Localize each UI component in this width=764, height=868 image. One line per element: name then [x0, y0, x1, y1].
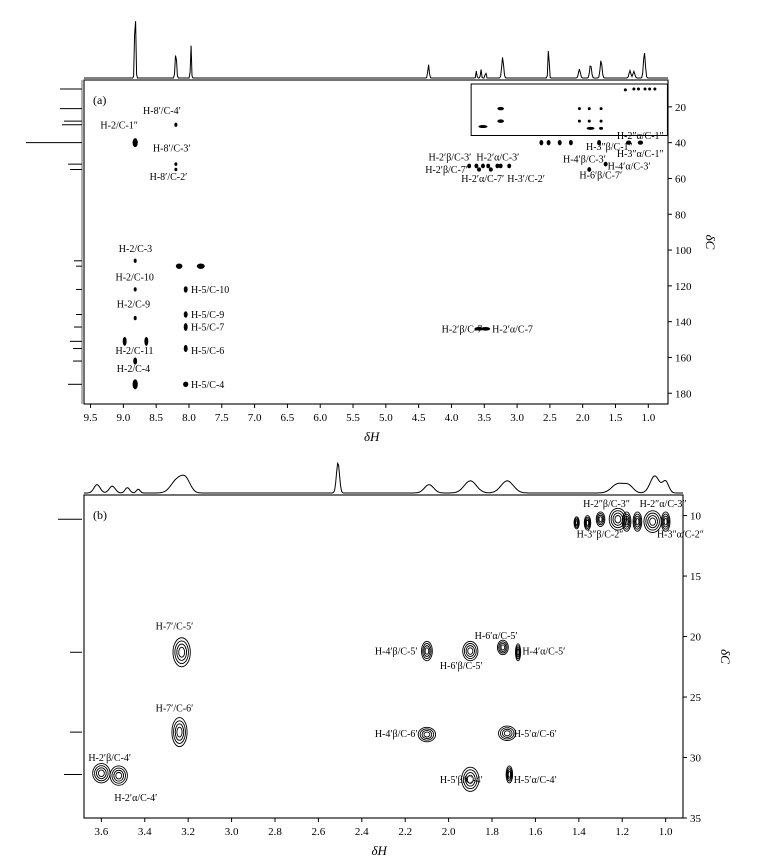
correlation-peak	[497, 107, 504, 111]
correlation-peak	[486, 164, 490, 169]
correlation-peak	[632, 87, 635, 90]
contour-peak	[172, 718, 187, 747]
contour-peak	[421, 641, 432, 660]
correlation-peak	[477, 167, 481, 171]
correlation-peak	[174, 168, 177, 172]
contour-ring	[93, 764, 110, 783]
y-axis-title: δC	[703, 234, 718, 250]
x-tick-label: 9.5	[83, 412, 98, 424]
correlation-peak	[174, 162, 177, 166]
x-tick-label: 5.0	[378, 412, 393, 424]
correlation-peak	[144, 337, 148, 346]
correlation-peak	[184, 345, 188, 352]
contour-ring	[648, 516, 658, 528]
y-tick-label: 100	[675, 245, 692, 258]
peak-annotation: H-3″β/C-1″	[585, 141, 633, 153]
correlation-peak	[184, 286, 188, 292]
panel-label: (a)	[93, 93, 107, 107]
contour-ring	[425, 648, 429, 655]
correlation-peak	[134, 259, 137, 263]
panel-label: (b)	[93, 508, 107, 522]
contour-ring	[599, 517, 602, 522]
peak-annotation: H-4′α/C-5′	[522, 646, 566, 658]
correlation-peak	[184, 311, 188, 317]
x-tick-label: 8.5	[149, 412, 164, 424]
correlation-peak	[507, 164, 511, 169]
correlation-peak	[133, 379, 138, 389]
peak-annotation: H-5′α/C-6′	[513, 728, 557, 740]
correlation-peak	[134, 316, 137, 320]
x-tick-label: 1.0	[641, 412, 656, 424]
x-tick-label: 6.0	[313, 412, 328, 424]
peak-annotation: H-5′α/C-4′	[513, 774, 557, 786]
contour-peak	[463, 641, 478, 660]
x-tick-label: 3.2	[181, 826, 196, 838]
correlation-peak	[481, 327, 490, 331]
contour-ring	[179, 647, 185, 657]
correlation-peak	[481, 164, 485, 169]
correlation-peak	[637, 87, 640, 90]
y-tick-label: 80	[675, 209, 686, 222]
correlation-peak	[578, 107, 581, 110]
x-tick-label: 3.4	[137, 826, 152, 838]
contour-ring	[177, 644, 187, 660]
peak-annotation: H-5/C-7	[190, 322, 225, 334]
contour-ring	[586, 520, 588, 525]
top-projection-spectrum	[84, 463, 683, 493]
correlation-peak	[176, 263, 183, 268]
peak-annotation: H-2′β/C-3′	[428, 152, 472, 164]
peak-annotation: H-2′α/C-4′	[114, 793, 158, 805]
x-tick-label: 8.0	[182, 412, 196, 424]
contour-ring	[615, 515, 621, 522]
contour-ring	[636, 518, 639, 525]
peak-annotation: H-2″α/C-1″	[616, 131, 664, 143]
correlation-peak	[587, 127, 595, 130]
x-tick-label: 3.0	[510, 412, 524, 424]
y-tick-label: 40	[675, 137, 686, 150]
peak-annotation: H-4′β/C-5′	[374, 646, 418, 658]
contour-peak	[418, 727, 435, 742]
peak-annotation: H-2′β/C-4′	[88, 753, 132, 765]
contour-ring	[98, 770, 104, 777]
contour-peak	[506, 766, 513, 783]
plot-frame	[84, 80, 668, 404]
peak-annotation: H-2/C-1″	[100, 120, 138, 132]
contour-ring	[173, 638, 190, 667]
x-tick-label: 2.6	[311, 826, 326, 838]
x-tick-label: 6.5	[280, 412, 295, 424]
contour-ring	[424, 732, 430, 737]
panel-a	[26, 21, 718, 444]
contour-ring	[501, 645, 505, 650]
x-tick-label: 2.4	[354, 826, 369, 838]
x-tick-label: 2.0	[441, 826, 456, 838]
contour-peak	[596, 512, 605, 527]
contour-peak	[633, 512, 642, 531]
y-tick-label: 15	[690, 571, 701, 584]
y-tick-label: 25	[690, 692, 701, 705]
correlation-peak	[197, 263, 205, 268]
correlation-peak	[588, 107, 591, 110]
contour-peak	[574, 517, 579, 529]
x-tick-label: 9.0	[116, 412, 131, 424]
peak-annotation: H-5/C-6	[190, 345, 225, 357]
peak-annotation: H-2′β/C-7′	[425, 165, 469, 177]
x-tick-label: 2.0	[575, 412, 590, 424]
contour-ring	[97, 768, 107, 779]
correlation-peak	[600, 107, 603, 110]
peak-annotation: H-2/C-9	[116, 299, 151, 311]
y-tick-label: 35	[690, 813, 701, 825]
contour-ring	[650, 518, 656, 525]
x-tick-label: 1.4	[571, 826, 586, 838]
correlation-peak	[558, 140, 562, 145]
x-tick-label: 4.0	[444, 412, 459, 424]
peak-annotation: H-3″β/C-2″	[576, 529, 624, 541]
x-tick-label: 4.5	[411, 412, 426, 424]
y-axis-title: δC	[718, 649, 733, 664]
peak-annotation: H-2′β/C-7	[441, 324, 483, 336]
contour-peak	[173, 638, 190, 667]
correlation-peak	[497, 119, 504, 123]
top-projection-spectrum	[84, 21, 668, 78]
peak-annotation: H-5′β/C-4′	[439, 774, 483, 786]
contour-ring	[116, 772, 122, 779]
peak-annotation: H-6′β/C-5′	[439, 661, 483, 673]
x-tick-label: 2.2	[398, 826, 413, 838]
x-tick-label: 1.5	[608, 412, 623, 424]
correlation-peak	[489, 167, 493, 171]
correlation-peak	[133, 138, 138, 147]
y-tick-label: 180	[675, 388, 692, 401]
peak-annotation: H-2′α/C-7	[492, 324, 533, 336]
peak-annotation: H-6′α/C-5′	[474, 630, 518, 642]
contour-ring	[576, 521, 578, 525]
x-tick-label: 3.6	[94, 826, 109, 838]
x-tick-label: 1.0	[658, 826, 673, 838]
peak-annotation: H-8′/C-2′	[149, 172, 188, 184]
correlation-peak	[499, 164, 503, 169]
correlation-peak	[547, 140, 551, 145]
peak-annotation: H-2″β/C-3″	[583, 499, 630, 511]
peak-annotation: H-8′/C-4′	[143, 106, 181, 118]
peak-annotation: H-4′β/C-3′	[563, 154, 606, 166]
contour-ring	[613, 513, 623, 525]
y-tick-label: 30	[690, 752, 701, 765]
peak-annotation: H-5/C-9	[190, 310, 225, 322]
x-tick-label: 3.5	[477, 412, 492, 424]
peak-annotation: H-3″α/C-1″	[616, 148, 664, 160]
peak-annotation: H-3′/C-2′	[507, 174, 545, 186]
x-tick-label: 5.5	[346, 412, 360, 424]
correlation-peak	[644, 87, 647, 90]
x-axis-title: δH	[364, 429, 380, 444]
x-tick-label: 1.8	[485, 826, 499, 838]
panel-b	[58, 463, 733, 858]
y-tick-label: 160	[675, 352, 692, 365]
y-tick-label: 60	[675, 173, 686, 186]
y-tick-label: 10	[690, 510, 701, 523]
x-tick-label: 2.8	[268, 826, 282, 838]
contour-ring	[418, 727, 435, 742]
correlation-peak	[569, 140, 573, 145]
x-axis-title: δH	[371, 843, 387, 858]
contour-ring	[517, 649, 519, 655]
peak-annotation: H-2/C-11	[115, 345, 154, 357]
contour-ring	[468, 648, 473, 655]
correlation-peak	[174, 123, 177, 127]
peak-annotation: H-2/C-4	[116, 363, 151, 375]
peak-annotation: H-2′α/C-7′	[461, 174, 505, 186]
correlation-peak	[588, 120, 591, 123]
correlation-peak	[123, 337, 127, 346]
contour-ring	[463, 641, 478, 660]
peak-annotation: H-5/C-4	[190, 379, 225, 391]
correlation-peak	[648, 87, 651, 90]
x-tick-label: 3.0	[224, 826, 239, 838]
x-tick-label: 7.0	[247, 412, 262, 424]
peak-annotation: H-3″α/C-2″	[656, 529, 704, 541]
contour-peak	[93, 764, 110, 783]
peak-annotation: H-6′β/C-7′	[579, 170, 623, 182]
contour-ring	[114, 770, 124, 781]
contour-peak	[515, 644, 520, 661]
peak-annotation: H-4′α/C-3′	[607, 161, 651, 173]
correlation-peak	[653, 87, 656, 90]
y-tick-label: 20	[675, 101, 686, 114]
peak-annotation: H-2/C-3	[118, 243, 153, 255]
y-tick-label: 20	[690, 631, 701, 644]
correlation-peak	[599, 127, 603, 130]
correlation-peak	[539, 140, 543, 145]
correlation-peak	[474, 164, 478, 169]
contour-peak	[497, 640, 508, 655]
correlation-peak	[578, 120, 581, 123]
peak-annotation: H-2/C-10	[115, 272, 154, 284]
correlation-peak	[134, 287, 137, 291]
contour-ring	[664, 518, 667, 525]
peak-annotation: H-2′α/C-3′	[476, 152, 520, 164]
contour-ring	[110, 766, 127, 785]
peak-annotation: H-2″α/C-3″	[639, 499, 687, 511]
peak-annotation: H-5/C-10	[190, 285, 230, 297]
peak-annotation: H-8′/C-3′	[152, 143, 191, 155]
x-tick-label: 2.5	[543, 412, 557, 424]
y-tick-label: 140	[675, 316, 692, 329]
x-tick-label: 7.5	[214, 412, 229, 424]
peak-annotation: H-7′/C-6′	[155, 703, 194, 715]
x-tick-label: 1.2	[615, 826, 630, 838]
y-tick-label: 120	[675, 280, 692, 293]
correlation-peak	[624, 88, 627, 91]
contour-ring	[504, 731, 510, 736]
contour-peak	[584, 516, 591, 531]
x-tick-label: 1.6	[528, 826, 543, 838]
correlation-peak	[184, 323, 188, 331]
contour-peak	[110, 766, 127, 785]
peak-annotation: H-4′β/C-6′	[374, 728, 418, 740]
correlation-peak	[600, 120, 603, 123]
contour-ring	[172, 718, 187, 747]
peak-annotation: H-7′/C-5′	[155, 621, 194, 633]
correlation-peak	[183, 382, 188, 387]
correlation-peak	[478, 125, 487, 128]
contour-ring	[177, 727, 182, 737]
contour-ring	[508, 772, 510, 778]
